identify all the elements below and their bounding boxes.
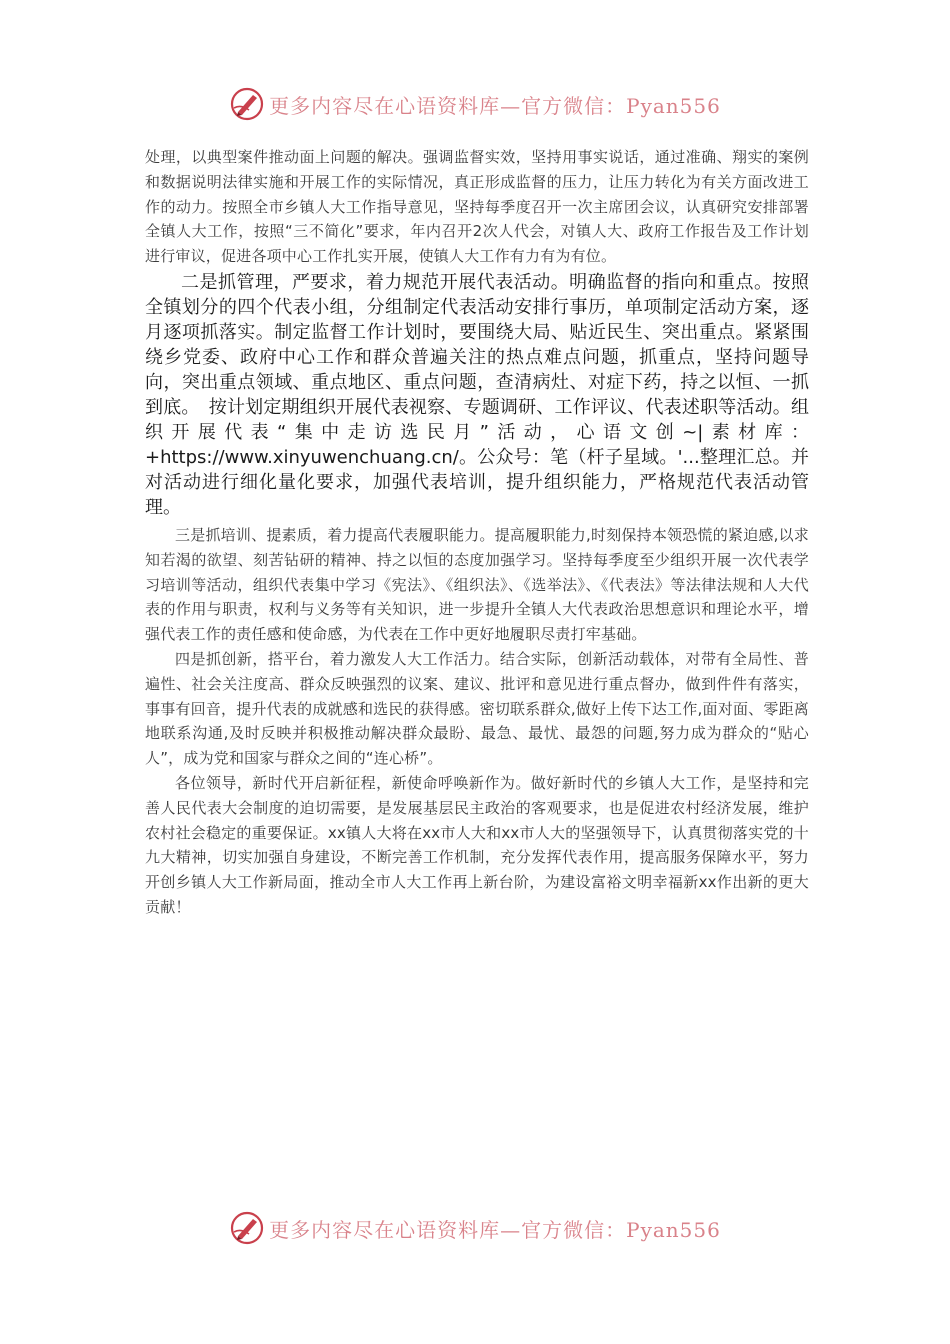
- document-body: [145, 145, 809, 920]
- pen-logo-icon: [229, 1210, 265, 1246]
- paragraph-1: 处理，以典型案件推动面上问题的解决。强调监督实效，坚持用事实说话，通过准确、翔实的案例和数据说明法律实施和开展工作的实际情况，真正形成监督的压力，让压力转化为有关方面改进工作的动力。按照全市乡镇人大工作指导意见，坚持每季度召开一次主席团会议，认真研究安排部署全镇人大工作，按照“三不简化”要求，年内召开2次人代会，对镇人大、政府工作报告及工作计划进行审议，促进各项中心工作扎实开展，使镇人大工作有力有为有位。: [145, 148, 809, 266]
- paragraph-3: 三是抓培训、提素质，着力提高代表履职能力。提高履职能力,时刻保持本领恐慌的紧迫感,以求知若渴的欲望、刻苦钻研的精神、持之以恒的态度加强学习。坚持每季度至少组织开展一次代表学习培训等活动，组织代表集中学习《宪法》、《组织法》、《选举法》、《代表法》等法律法规和人大代表的作用与职责，权利与义务等有关知识，进一步提升全镇人大代表政治思想意识和理论水平，增强代表工作的责任感和使命感，为代表在工作中更好地履职尽责打牢基础。: [145, 525, 809, 644]
- footer-banner: [0, 1206, 950, 1250]
- footer-banner-text: 更多内容尽在心语资料库—官方微信：Pyan556: [269, 1217, 721, 1242]
- header-banner-text: 更多内容尽在心语资料库—官方微信：Pyan556: [269, 93, 721, 118]
- paragraph-4: 四是抓创新，搭平台，着力激发人大工作活力。结合实际，创新活动载体，对带有全局性、普遍性、社会关注度高、群众反映强烈的议案、建议、批评和意见进行重点督办，做到件件有落实，事事有回音，提升代表的成就感和选民的获得感。密切联系群众,做好上传下达工作,面对面、零距离地联系沟通,及时反映并积极推动解决群众最盼、最急、最忧、最怨的问题,努力成为群众的“贴心人”，成为党和国家与群众之间的“连心桥”。: [145, 649, 809, 768]
- paragraph-2: 二是抓管理，严要求，着力规范开展代表活动。明确监督的指向和重点。按照全镇划分的四个代表小组，分组制定代表活动安排行事历，单项制定活动方案，逐月逐项抓落实。制定监督工作计划时，要围绕大局、贴近民生、突出重点。紧紧围绕乡党委、政府中心工作和群众普遍关注的热点难点问题，抓重点，坚持问题导向，突出重点领域、重点地区、重点问题，查清病灶、对症下药，持之以恒、一抓到底。 按计划定期组织开展代表视察、专题调研、工作评议、代表述职等活动。组织开展代表“集中走访选民月”活动，心语文创~|素材库：+https://www.xinyuwenchuang.cn/。公众号：笔（杆子星域。'...整理汇总。并对活动进行细化量化要求，加强代表培训，提升组织能力，严格规范代表活动管理。: [145, 271, 809, 518]
- pen-logo-icon: [229, 86, 265, 122]
- header-banner: [0, 82, 950, 126]
- paragraph-5: 各位领导，新时代开启新征程，新使命呼唤新作为。做好新时代的乡镇人大工作，是坚持和完善人民代表大会制度的迫切需要，是发展基层民主政治的客观要求，也是促进农村经济发展，维护农村社会稳定的重要保证。xx镇人大将在xx市人大和xx市人大的坚强领导下，认真贯彻落实党的十九大精神，切实加强自身建设，不断完善工作机制，充分发挥代表作用，提高服务保障水平，努力开创乡镇人大工作新局面，推动全市人大工作再上新台阶，为建设富裕文明幸福新xx作出新的更大贡献！: [145, 773, 809, 916]
